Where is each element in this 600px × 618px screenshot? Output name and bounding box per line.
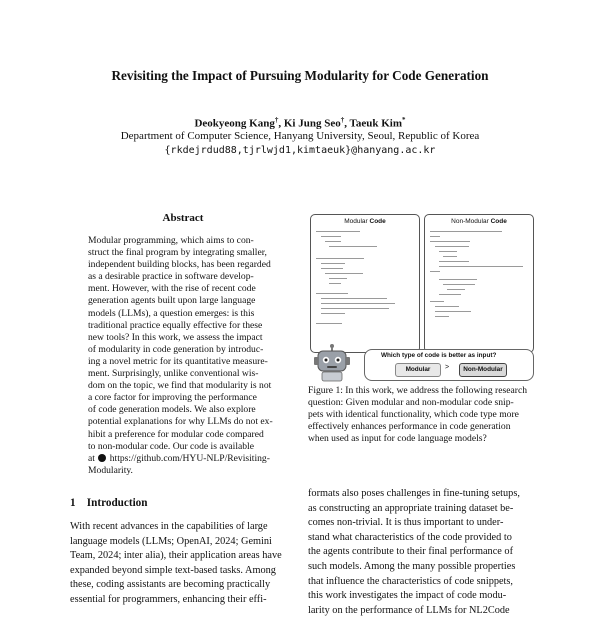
abstract-line: models (LLMs), a question emerges: is this xyxy=(88,307,255,319)
panel-title xyxy=(425,218,533,225)
code-line xyxy=(316,231,360,232)
code-line xyxy=(435,316,449,317)
abstract-line: struct the final program by integrating smaller, xyxy=(88,247,267,259)
code-line xyxy=(325,273,363,274)
abstract-heading: Abstract xyxy=(162,212,204,224)
code-line xyxy=(439,266,523,267)
panel-title-bold: Code xyxy=(490,218,507,225)
panel-title xyxy=(311,218,419,225)
abstract-link-prefix: at xyxy=(88,452,95,464)
intro-line: expanded beyond simple text-based tasks. Among xyxy=(70,564,276,576)
code-line xyxy=(430,241,470,242)
author-name: Ki Jung Seo xyxy=(283,117,341,130)
body-line: formats also poses challenges in fine-tuning setups, xyxy=(308,488,520,499)
section-number: 1 xyxy=(70,497,76,509)
code-line xyxy=(316,293,348,294)
caption-line: effectively enhances performance in code generation xyxy=(308,421,511,433)
body-line: comes non-trivial. It is thus important to under- xyxy=(308,517,504,529)
author-name: Deokyeong Kang xyxy=(194,117,275,130)
abstract-line: independent building blocks, has been regarded xyxy=(88,259,271,271)
intro-line: essential for programmers, enhancing their effi- xyxy=(70,593,267,605)
body-line: as constructing an appropriate training dataset be- xyxy=(308,502,514,514)
abstract-line: generation agents built upon large language xyxy=(88,295,256,307)
code-line xyxy=(329,278,347,279)
body-line: the agents contribute to their final performance of xyxy=(308,546,513,558)
author-mark: † xyxy=(274,116,279,124)
intro-line: With recent advances in the capabilities of large xyxy=(70,521,268,532)
code-line xyxy=(321,308,389,309)
abstract-line: Modular programming, which aims to con- xyxy=(88,235,254,246)
abstract-line: new tools? In this work, we assess the impact xyxy=(88,331,263,343)
code-line xyxy=(321,313,345,314)
github-icon xyxy=(98,454,106,462)
intro-line: these, coding assistants are becoming practically xyxy=(70,579,271,591)
caption-line: question: Given modular and non-modular code snip- xyxy=(308,397,514,409)
panel-title-prefix: Modular xyxy=(344,218,368,225)
code-line xyxy=(443,256,457,257)
code-line xyxy=(439,251,457,252)
abstract-line: traditional practice equally effective for these xyxy=(88,319,263,331)
abstract-line: of modularity in code generation by introduc- xyxy=(88,343,264,355)
right-column-body xyxy=(308,487,534,618)
code-line xyxy=(435,311,471,312)
code-line xyxy=(321,236,341,237)
figure-1 xyxy=(308,208,534,378)
modular-code-panel xyxy=(310,214,420,353)
repo-link[interactable]: https://github.com/HYU-NLP/Revisiting- xyxy=(109,452,270,464)
body-line: that influence the characteristics of code snippets, xyxy=(308,575,513,587)
abstract-line: dom on the topic, we find that modularity is not xyxy=(88,380,272,392)
code-line xyxy=(443,284,475,285)
code-line xyxy=(316,323,342,324)
option-non-modular: Non-Modular xyxy=(459,363,507,377)
abstract-line: ment. Surprisingly, unlike conventional wis- xyxy=(88,368,259,380)
code-line xyxy=(321,268,343,269)
code-line xyxy=(321,263,345,264)
caption-line: Figure 1: In this work, we address the following research xyxy=(308,385,528,396)
figure-caption xyxy=(308,385,534,445)
caption-line: pets with identical functionality, which code type more xyxy=(308,409,519,421)
body-line: stand what characteristics of the code provided to xyxy=(308,531,512,543)
code-line xyxy=(430,301,444,302)
intro-line: language models (LLMs; OpenAI, 2024; Gemini xyxy=(70,535,272,547)
author-list: Deokyeong Kang†, Ki Jung Seo†, Taeuk Kim* xyxy=(194,116,406,130)
panel-title-bold: Code xyxy=(369,218,386,225)
intro-line: Team, 2024; inter alia), their application areas have xyxy=(70,550,282,562)
affiliation: Department of Computer Science, Hanyang University, Seoul, Republic of Korea xyxy=(120,130,480,142)
code-line xyxy=(435,306,459,307)
abstract-line: hibit a preference for modular code compared xyxy=(88,428,264,440)
robot-icon xyxy=(310,343,354,383)
code-line xyxy=(430,271,440,272)
abstract-line: Modularity. xyxy=(88,464,133,476)
intro-body xyxy=(70,520,296,608)
code-line xyxy=(329,246,377,247)
body-line: such models. Among the many possible properties xyxy=(308,560,516,572)
abstract-line: as a desirable practice in software develop- xyxy=(88,271,254,283)
question-text: Which type of code is better as input? xyxy=(381,352,497,359)
code-line xyxy=(435,246,469,247)
code-line xyxy=(439,294,461,295)
caption-line: when used as input for code language models? xyxy=(308,433,487,445)
body-line: larity on the performance of LLMs for NL2Code xyxy=(308,604,510,616)
abstract-line: ment. However, with the rise of recent code xyxy=(88,283,256,295)
body-line: this work investigates the impact of code modu- xyxy=(308,590,507,602)
comparator: > xyxy=(445,364,450,371)
code-line xyxy=(316,258,364,259)
author-mark: * xyxy=(402,116,406,124)
abstract-line: to non-modular code. Our code is available xyxy=(88,440,254,452)
author-mark: † xyxy=(340,116,345,124)
section-heading xyxy=(70,497,148,509)
non-modular-code-panel xyxy=(424,214,534,353)
abstract-line: potential explanations for why LLMs do not ex- xyxy=(88,416,273,428)
code-line xyxy=(430,236,440,237)
panel-title-prefix: Non-Modular xyxy=(451,218,489,225)
code-line xyxy=(447,289,465,290)
abstract-link-line xyxy=(88,453,277,465)
abstract-line: a core factor for improving the performance xyxy=(88,392,257,404)
author-emails: {rkdejrdud88,tjrlwjd1,kimtaeuk}@hanyang.ac.kr xyxy=(164,145,436,156)
code-line xyxy=(329,283,341,284)
paper-title: Revisiting the Impact of Pursuing Modularity for Code Generation xyxy=(111,68,489,83)
code-line xyxy=(325,241,341,242)
code-line xyxy=(439,261,469,262)
abstract-body xyxy=(88,235,277,477)
abstract-line: of code generation models. We also explore xyxy=(88,404,256,416)
abstract-line: ing a novel metric for its quantitative measure- xyxy=(88,355,268,367)
code-line xyxy=(321,298,387,299)
code-line xyxy=(321,303,395,304)
code-line xyxy=(430,231,502,232)
option-modular: Modular xyxy=(395,363,441,377)
code-line xyxy=(439,279,477,280)
section-title: Introduction xyxy=(86,497,148,509)
question-bubble xyxy=(364,349,534,381)
author-name: Taeuk Kim xyxy=(349,117,403,130)
